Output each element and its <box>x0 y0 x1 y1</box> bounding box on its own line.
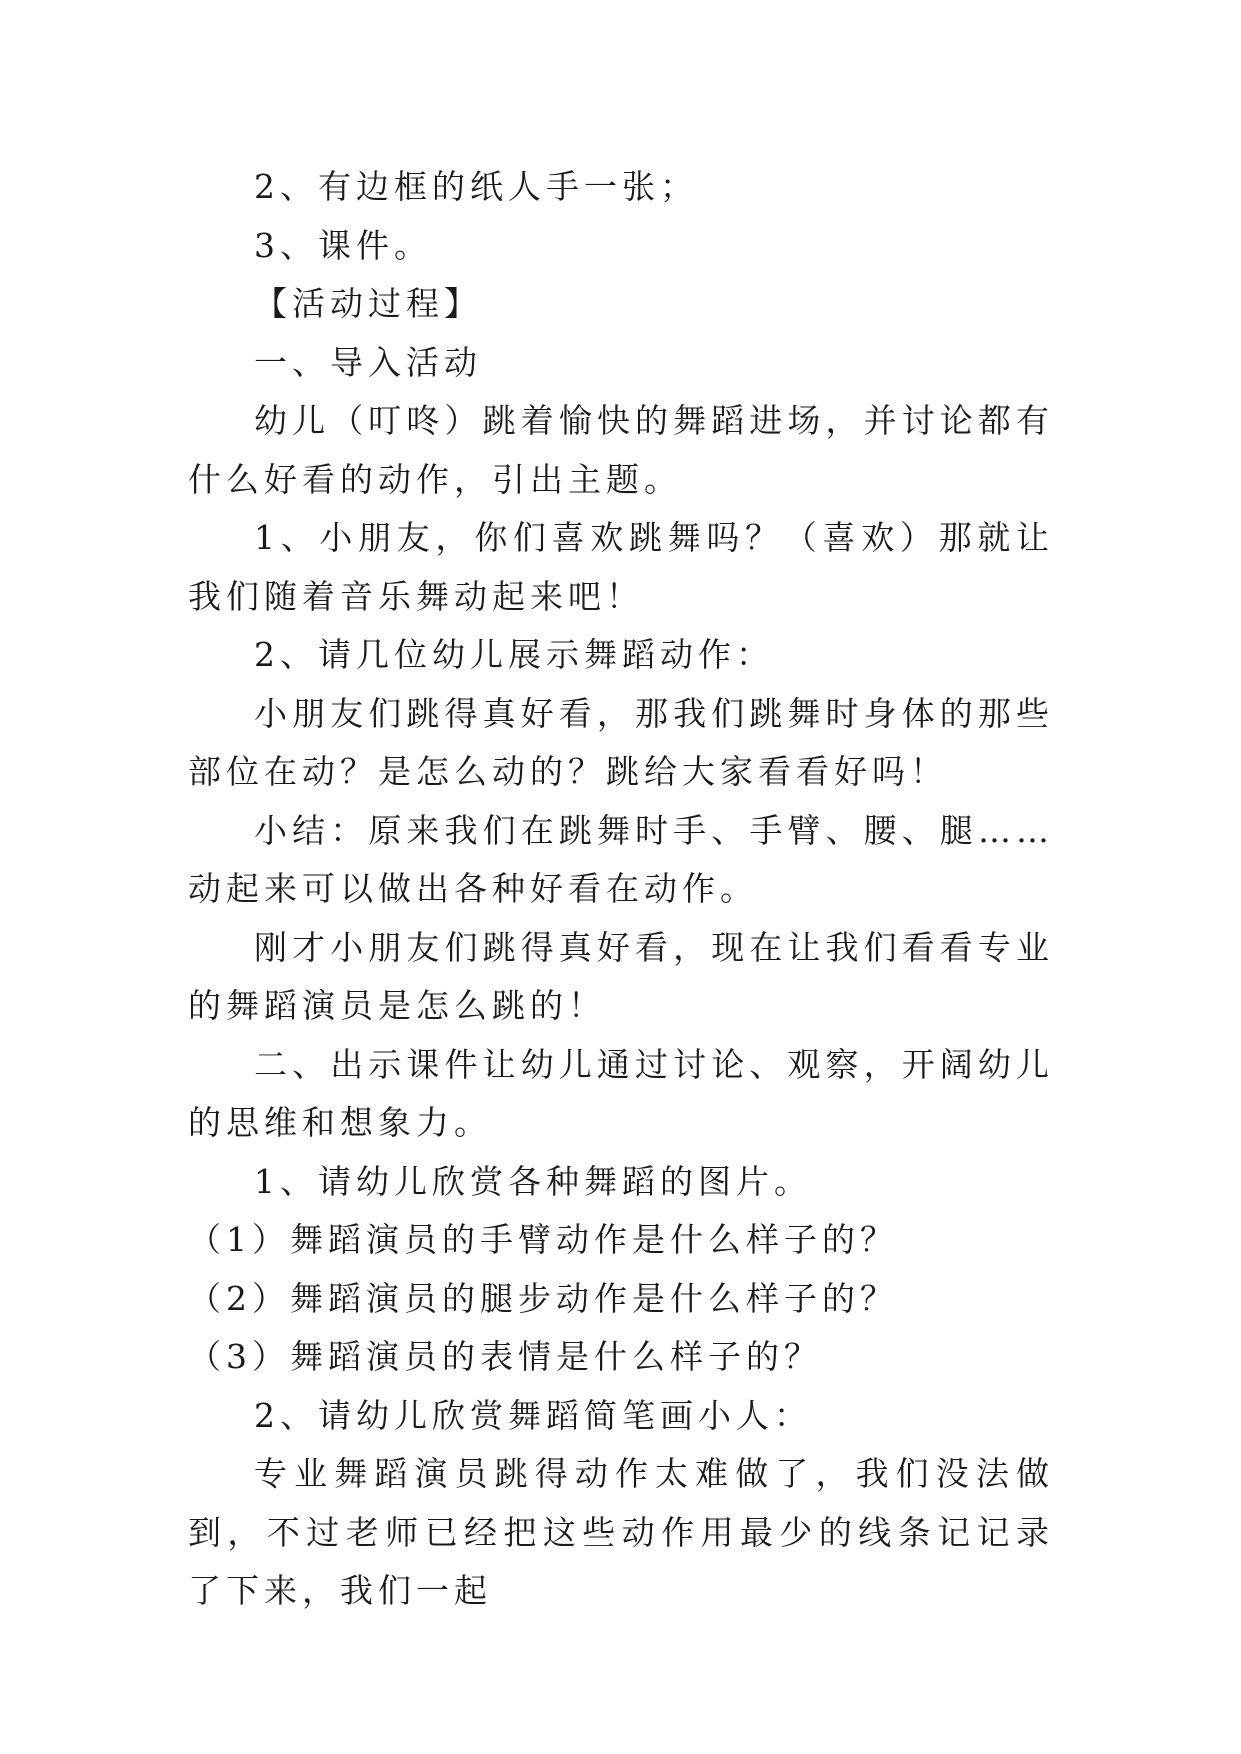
subheading-courseware: 二、出示课件让幼儿通过讨论、观察，开阔幼儿的思维和想象力。 <box>188 1044 1054 1142</box>
paragraph-summary: 小结：原来我们在跳舞时手、手臂、腰、腿……动起来可以做出各种好看在动作。 <box>188 810 1054 908</box>
paragraph-materials-2: 2、有边框的纸人手一张； <box>254 167 698 206</box>
paragraph-materials-3: 3、课件。 <box>254 225 432 265</box>
paragraph-teacher-lines: 专业舞蹈演员跳得动作太难做了，我们没法做到，不过老师已经把这些动作用最少的线条记记录了下来，我们一起 <box>188 1454 1054 1610</box>
paragraph-stick-figures: 2、请幼儿欣赏舞蹈简笔画小人： <box>254 1395 812 1435</box>
paragraph-step-1: 1、小朋友，你们喜欢跳舞吗？（喜欢）那就让我们随着音乐舞动起来吧！ <box>188 518 1054 616</box>
list-item-arm-movement: （1）舞蹈演员的手臂动作是什么样子的？ <box>188 1220 898 1259</box>
subheading-intro-activity: 一、导入活动 <box>254 342 482 382</box>
paragraph-appreciate-pictures: 1、请幼儿欣赏各种舞蹈的图片。 <box>254 1161 812 1201</box>
paragraph-step-2: 2、请几位幼儿展示舞蹈动作： <box>254 635 774 674</box>
list-item-expression: （3）舞蹈演员的表情是什么样子的？ <box>188 1337 822 1376</box>
paragraph-professional: 刚才小朋友们跳得真好看，现在让我们看看专业的舞蹈演员是怎么跳的！ <box>188 927 1054 1025</box>
list-item-leg-movement: （2）舞蹈演员的腿步动作是什么样子的？ <box>188 1278 898 1318</box>
document-body <box>188 158 1054 1621</box>
paragraph-question: 小朋友们跳得真好看，那我们跳舞时身体的那些部位在动？是怎么动的？跳给大家看看好吗！ <box>188 693 1054 791</box>
paragraph-children-enter: 幼儿（叮咚）跳着愉快的舞蹈进场，并讨论都有什么好看的动作，引出主题。 <box>188 401 1054 499</box>
section-heading-activity-process: 【活动过程】 <box>254 284 482 323</box>
